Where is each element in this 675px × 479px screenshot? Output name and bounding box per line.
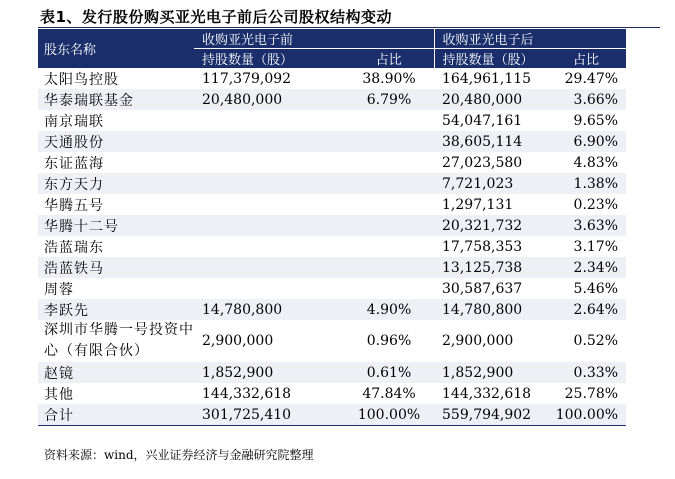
shareholder-name-cell: 南京瑞联 — [44, 113, 104, 130]
table-row — [38, 404, 626, 426]
after-shares-header: 持股数量（股） — [434, 49, 546, 69]
table-row — [38, 173, 626, 194]
shareholder-name-cell: 深圳市华腾一号投资中心（有限合伙） — [44, 322, 194, 359]
before-shares-cell — [194, 194, 344, 215]
after-ratio-cell: 3.63% — [546, 215, 626, 236]
before-ratio-cell: 100.00% — [344, 404, 434, 426]
after-shares-cell: 7,721,023 — [434, 173, 546, 194]
before-ratio-cell — [344, 257, 434, 278]
shareholder-name-cell: 华腾五号 — [44, 197, 104, 214]
table-row — [38, 68, 626, 89]
shareholder-name-cell: 浩蓝铁马 — [38, 257, 194, 278]
after-shares-cell: 144,332,618 — [442, 385, 532, 402]
after-ratio-cell: 0.33% — [546, 362, 626, 383]
after-ratio-cell: 4.83% — [573, 154, 619, 171]
before-ratio-cell — [344, 152, 434, 173]
after-ratio-cell: 3.66% — [546, 89, 626, 110]
before-shares-cell — [194, 278, 344, 299]
shareholder-name-cell: 太阳鸟控股 — [44, 71, 119, 88]
before-ratio-cell — [344, 215, 434, 236]
after-ratio-cell: 29.47% — [564, 70, 619, 87]
after-ratio-cell: 5.46% — [573, 280, 619, 297]
before-ratio-cell — [344, 278, 434, 299]
table-row — [38, 320, 626, 362]
after-ratio-cell: 0.23% — [573, 196, 619, 213]
after-shares-cell: 1,297,131 — [442, 196, 514, 213]
after-shares-cell: 38,605,114 — [434, 131, 546, 152]
after-shares-cell: 14,780,800 — [434, 299, 546, 320]
table-row — [38, 383, 626, 404]
after-ratio-cell: 9.65% — [573, 112, 619, 129]
shareholder-name-cell: 周蓉 — [44, 281, 74, 298]
after-shares-cell: 20,321,732 — [434, 215, 546, 236]
after-ratio-cell: 0.52% — [573, 333, 619, 349]
table-title: 表1、发行股份购买亚光电子前后公司股权结构变动 — [40, 8, 392, 26]
table-row — [38, 299, 626, 320]
before-ratio-cell — [344, 173, 434, 194]
before-ratio-cell — [344, 236, 434, 257]
before-shares-cell: 117,379,092 — [202, 70, 292, 87]
title-rule — [38, 27, 660, 28]
shareholder-name-cell: 浩蓝瑞东 — [44, 239, 104, 256]
before-shares-cell: 301,725,410 — [194, 404, 344, 426]
before-shares-cell: 14,780,800 — [194, 299, 344, 320]
before-shares-cell: 1,852,900 — [194, 362, 344, 383]
shareholder-name-cell: 东方天力 — [38, 173, 194, 194]
shareholder-name-cell: 华泰瑞联基金 — [38, 89, 194, 110]
after-ratio-cell: 2.34% — [546, 257, 626, 278]
shareholder-header: 股东名称 — [38, 29, 194, 68]
after-ratio-header: 占比 — [546, 49, 626, 69]
table-row — [38, 257, 626, 278]
before-ratio-cell: 6.79% — [344, 89, 434, 110]
before-ratio-cell: 38.90% — [362, 70, 416, 87]
after-shares-cell: 164,961,115 — [442, 70, 532, 87]
after-shares-cell: 27,023,580 — [442, 154, 523, 171]
before-shares-cell: 20,480,000 — [194, 89, 344, 110]
shareholder-name-cell: 李跃先 — [38, 299, 194, 320]
after-shares-cell: 2,900,000 — [442, 333, 514, 349]
before-ratio-cell — [344, 131, 434, 152]
table-row — [38, 236, 626, 257]
shareholder-name-cell: 其他 — [44, 386, 74, 403]
table-row — [38, 131, 626, 152]
before-shares-cell — [194, 215, 344, 236]
after-shares-cell: 1,852,900 — [434, 362, 546, 383]
after-ratio-cell: 100.00% — [546, 404, 626, 426]
before-ratio-cell: 4.90% — [344, 299, 434, 320]
before-ratio-header: 占比 — [344, 49, 434, 69]
table-row — [38, 215, 626, 236]
before-shares-cell — [194, 152, 344, 173]
table-body — [38, 68, 626, 426]
before-shares-cell: 2,900,000 — [202, 333, 274, 349]
shareholding-table — [38, 29, 626, 426]
before-ratio-cell: 0.96% — [366, 333, 412, 349]
before-ratio-cell — [344, 194, 434, 215]
shareholder-name-cell: 赵镜 — [38, 362, 194, 383]
table-row — [38, 89, 626, 110]
shareholder-name-cell: 华腾十二号 — [38, 215, 194, 236]
after-shares-cell: 559,794,902 — [434, 404, 546, 426]
after-ratio-cell: 1.38% — [546, 173, 626, 194]
before-shares-cell — [194, 110, 344, 131]
before-shares-cell — [194, 131, 344, 152]
after-shares-cell: 30,587,637 — [442, 280, 523, 297]
after-shares-cell: 20,480,000 — [434, 89, 546, 110]
before-shares-header: 持股数量（股） — [194, 49, 344, 69]
after-group-header: 收购亚光电子后 — [434, 29, 626, 49]
before-shares-cell — [194, 257, 344, 278]
source-note: 资料来源：wind，兴业证券经济与金融研究院整理 — [44, 448, 314, 462]
after-ratio-cell: 6.90% — [546, 131, 626, 152]
after-shares-cell: 54,047,161 — [442, 112, 523, 129]
before-shares-cell — [194, 173, 344, 194]
shareholder-name-cell: 东证蓝海 — [44, 155, 104, 172]
shareholder-name-cell: 合计 — [38, 404, 194, 426]
before-ratio-cell: 47.84% — [362, 385, 416, 402]
before-shares-cell: 144,332,618 — [202, 385, 292, 402]
after-ratio-cell: 2.64% — [546, 299, 626, 320]
after-ratio-cell: 25.78% — [564, 385, 619, 402]
before-group-header: 收购亚光电子前 — [194, 29, 434, 49]
after-shares-cell: 17,758,353 — [442, 238, 523, 255]
table-row — [38, 152, 626, 173]
table-row — [38, 110, 626, 131]
after-shares-cell: 13,125,738 — [434, 257, 546, 278]
table-row — [38, 278, 626, 299]
table-row — [38, 362, 626, 383]
before-ratio-cell: 0.61% — [344, 362, 434, 383]
shareholder-name-cell: 天通股份 — [38, 131, 194, 152]
table-row — [38, 194, 626, 215]
before-shares-cell — [194, 236, 344, 257]
before-ratio-cell — [344, 110, 434, 131]
after-ratio-cell: 3.17% — [573, 238, 619, 255]
